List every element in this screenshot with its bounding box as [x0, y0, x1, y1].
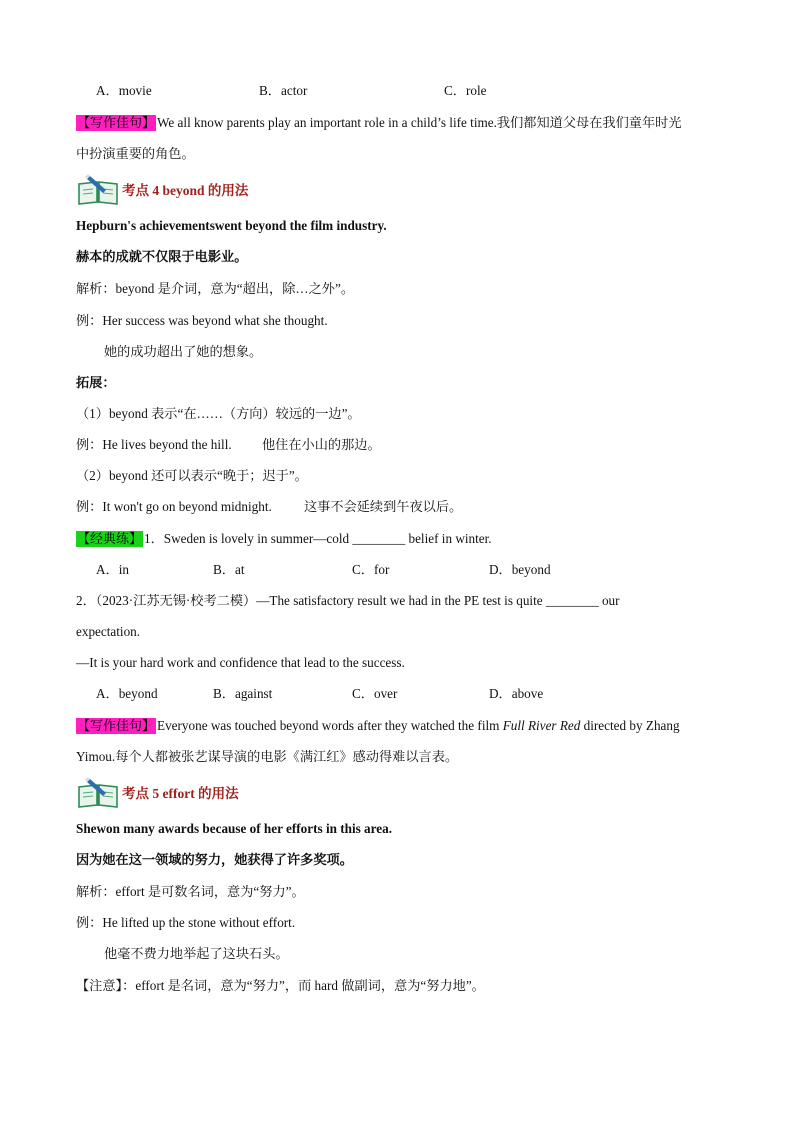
q1-option-d[interactable]: D．beyond — [489, 562, 551, 577]
practice-tag: 【经典练】 — [77, 531, 143, 546]
point4-example-zh: 她的成功超出了她的想象。 — [104, 344, 263, 359]
point4-expand1: （1）beyond 表示“在……（方向）较远的一边”。 — [76, 406, 361, 421]
writing-tag-2: 【写作佳句】 — [77, 718, 156, 733]
point4-analysis: 解析：beyond 是介词，意为“超出，除…之外”。 — [76, 281, 355, 296]
practice-q1: 【经典练】 1．Sweden is lovely in summer—cold ________ belief in winter. — [77, 531, 492, 546]
q1-option-a[interactable]: A．in — [96, 562, 129, 577]
writing-sentence-1 — [76, 114, 682, 132]
point4-sentence-zh: 赫本的成就不仅限于电影业。 — [76, 249, 248, 264]
writing-sentence-2: 【写作佳句】 Everyone was touched beyond words after they watched the film Full River Red directed by Zhang — [77, 718, 680, 733]
practice-q2-line3: —It is your hard work and confidence that lead to the success. — [76, 655, 405, 670]
q2-option-c[interactable]: C．over — [352, 686, 398, 701]
point5-sentence-en: Shewon many awards because of her efforts in this area. — [76, 821, 393, 836]
point5-example-zh: 他毫不费力地举起了这块石头。 — [104, 946, 289, 961]
option-b: B．actor — [259, 83, 308, 98]
writing-text: We all know parents play an important role in a child’s life time.我们都知道父母在我们童年时光 — [157, 115, 682, 130]
practice-q2-line2: expectation. — [76, 624, 141, 639]
q2-option-b[interactable]: B．against — [213, 686, 273, 701]
writing-tag: 【写作佳句】 — [77, 115, 156, 130]
point4-expand2-example: 例：It won't go on beyond midnight. 这事不会延续到午夜以后。 — [76, 499, 463, 514]
point5-note: 【注意】：effort 是名词，意为“努力”，而 hard 做副词，意为“努力地”。 — [76, 978, 485, 993]
point5-sentence-zh: 因为她在这一领域的努力，她获得了许多奖项。 — [76, 852, 353, 867]
point4-expand1-example: 例：He lives beyond the hill. 他住在小山的那边。 — [76, 437, 381, 452]
q1-option-c[interactable]: C．for — [352, 562, 390, 577]
option-a: A．movie — [96, 83, 152, 98]
point4-title: 考点 4 beyond 的用法 — [122, 183, 249, 198]
writing-sentence-2-cont: Yimou.每个人都被张艺谋导演的电影《满江红》感动得难以言表。 — [76, 749, 459, 764]
point4-example: 例：Her success was beyond what she thought. — [76, 313, 328, 328]
book-pencil-icon — [76, 172, 120, 206]
q1-option-b[interactable]: B．at — [213, 562, 245, 577]
option-c: C．role — [444, 83, 487, 98]
point5-analysis: 解析：effort 是可数名词，意为“努力”。 — [76, 884, 305, 899]
q2-option-a[interactable]: A．beyond — [96, 686, 158, 701]
point4-expand2: （2）beyond 还可以表示“晚于；迟于”。 — [76, 468, 308, 483]
point4-expand: 拓展： — [76, 375, 116, 390]
practice-q2-line1: 2．（2023·江苏无锡·校考二模）—The satisfactory result we had in the PE test is quite ________ our — [76, 593, 620, 608]
point4-sentence-en: Hepburn's achievementswent beyond the film industry. — [76, 218, 387, 233]
book-pencil-icon — [76, 775, 120, 809]
point5-example: 例：He lifted up the stone without effort. — [76, 915, 296, 930]
q2-option-d[interactable]: D．above — [489, 686, 544, 701]
film-title: Full River Red — [502, 718, 581, 733]
writing-sentence-1-cont: 中扮演重要的角色。 — [76, 146, 195, 161]
point5-title: 考点 5 effort 的用法 — [122, 786, 239, 801]
